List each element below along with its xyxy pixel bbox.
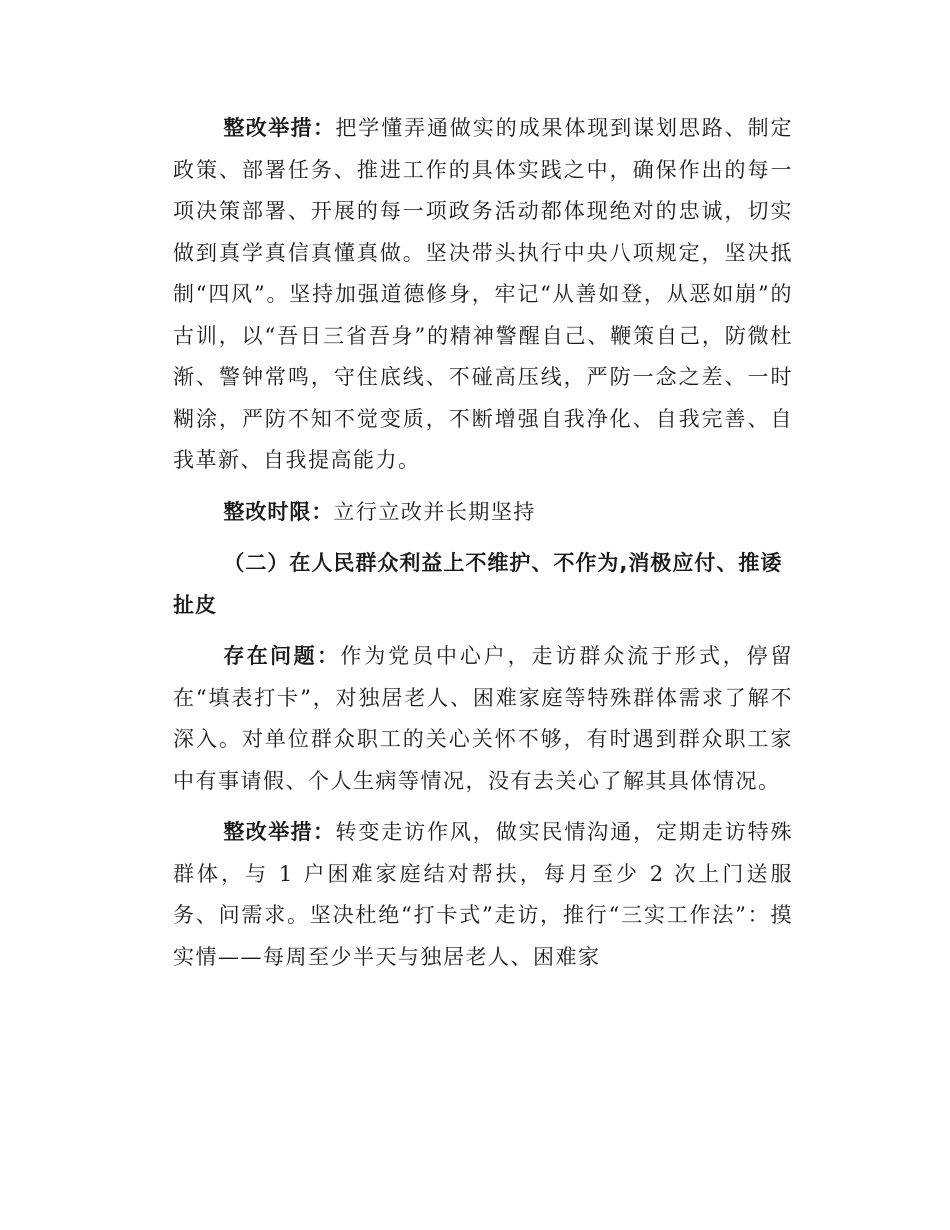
document-page: [173, 108, 793, 978]
label-measures-2: 整改举措：: [223, 820, 336, 844]
section-heading-2: （二）在人民群众利益上不维护、不作为,消极应付、推诿扯皮: [173, 551, 783, 617]
paragraph-time-limit: [173, 492, 793, 534]
paragraph-measures-1: [173, 108, 793, 482]
label-problems: 存在问题：: [223, 644, 341, 668]
paragraph-measures-2: [173, 812, 793, 978]
label-time-limit: 整改时限：: [223, 499, 334, 524]
label-measures-1: 整改举措：: [223, 116, 336, 140]
text-problems: 作为党员中心户，走访群众流于形式，停留在“填表打卡”，对独居老人、困难家庭等特殊群体需求了解不深入。对单位群众职工的关心关怀不够，有时遇到群众职工家中有事请假、个人生病等情况，没有去关心了解其具体情况。: [173, 644, 794, 793]
paragraph-problems: [173, 636, 793, 802]
text-measures-2: 转变走访作风，做实民情沟通，定期走访特殊群体，与 1 户困难家庭结对帮扶，每月至少 2 次上门送服务、问需求。坚决杜绝“打卡式”走访，推行“三实工作法”：摸实情——每周至少半天与独居老人、困难家: [173, 820, 794, 969]
text-measures-1: 把学懂弄通做实的成果体现到谋划思路、制定政策、部署任务、推进工作的具体实践之中，确保作出的每一项决策部署、开展的每一项政务活动都体现绝对的忠诚，切实做到真学真信真懂真做。坚决带头执行中央八项规定，坚决抵制“四风”。坚持加强道德修身，牢记“从善如登，从恶如崩”的古训，以“吾日三省吾身”的精神警醒自己、鞭策自己，防微杜渐、警钟常鸣，守住底线、不碰高压线，严防一念之差、一时糊涂，严防不知不觉变质，不断增强自我净化、自我完善、自我革新、自我提高能力。: [173, 116, 794, 472]
text-time-limit: 立行立改并长期坚持: [333, 499, 536, 524]
